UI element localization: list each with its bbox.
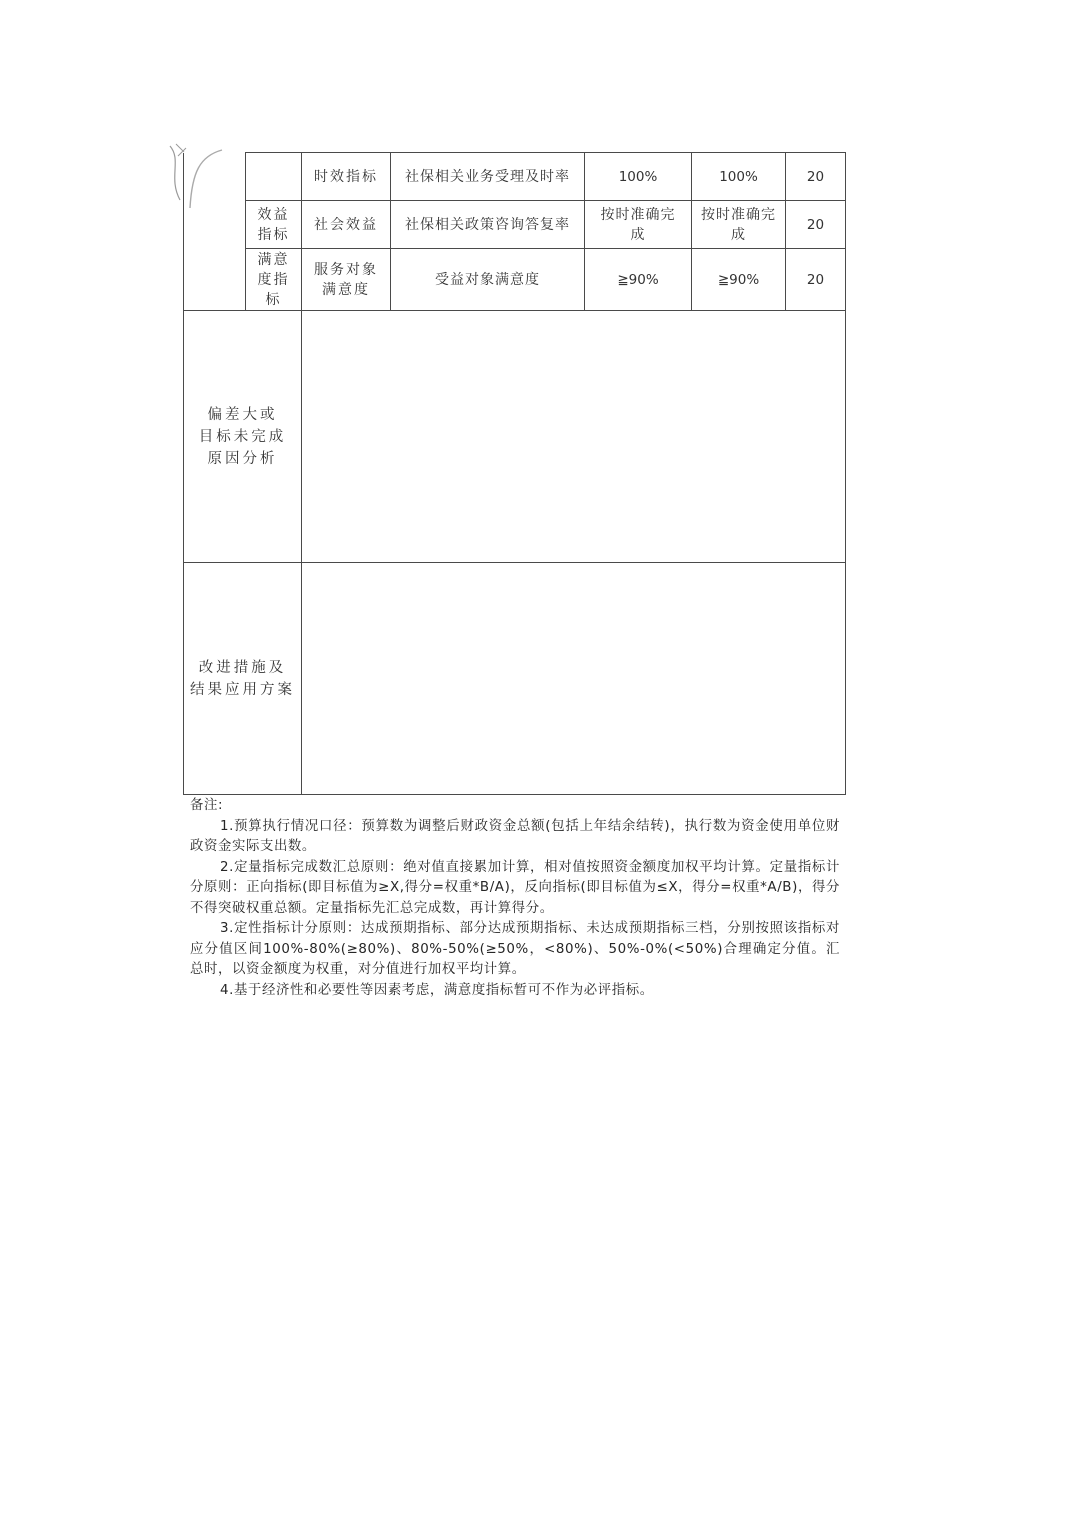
target-cell: ≧90% <box>585 249 692 311</box>
table-row <box>184 311 846 563</box>
table-row <box>184 249 846 311</box>
score-cell: 20 <box>786 249 846 311</box>
note-item: 4.基于经济性和必要性等因素考虑，满意度指标暂可不作为必评指标。 <box>220 982 654 998</box>
indicator-cell: 时效指标 <box>302 153 391 201</box>
notes-section <box>190 796 840 1001</box>
table-row <box>184 153 846 201</box>
notes-title: 备注: <box>190 798 224 813</box>
score-cell: 20 <box>786 201 846 249</box>
indicator-cell: 服务对象 满意度 <box>302 249 391 311</box>
note-item: 2.定量指标完成数汇总原则：绝对值直接累加计算，相对值按照资金额度加权平均计算。定量指标计分原则：正向指标(即目标值为≥X,得分=权重*B/A)，反向指标(即目标值为≤X，得分=权重*A/B)，得分不得突破权重总额。定量指标先汇总完成数，再计算得分。 <box>190 859 840 916</box>
actual-cell: ≧90% <box>692 249 786 311</box>
improvement-plan-label: 改进措施及 结果应用方案 <box>184 563 302 795</box>
target-cell: 100% <box>585 153 692 201</box>
note-item: 3.定性指标计分原则：达成预期指标、部分达成预期指标、未达成预期指标三档，分别按照该指标对应分值区间100%-80%(≥80%)、80%-50%(≥50%，<80%)、50%-0%(<50%)合理确定分值。汇总时，以资金额度为权重，对分值进行加权平均计算。 <box>190 921 840 977</box>
performance-table <box>183 152 846 795</box>
actual-cell: 按时准确完 成 <box>692 201 786 249</box>
score-cell: 20 <box>786 153 846 201</box>
note-item: 1.预算执行情况口径：预算数为调整后财政资金总额(包括上年结余结转)，执行数为资金使用单位财政资金实际支出数。 <box>190 818 840 854</box>
table-row <box>184 563 846 795</box>
improvement-plan-value <box>302 563 846 795</box>
category-cell: 满意 度指 标 <box>246 249 302 311</box>
target-cell: 按时准确完 成 <box>585 201 692 249</box>
deviation-analysis-value <box>302 311 846 563</box>
content-cell: 社保相关政策咨询答复率 <box>391 201 585 249</box>
category-cell: 效益 指标 <box>246 201 302 249</box>
table-row <box>184 201 846 249</box>
blank-category-cell <box>184 153 246 311</box>
category-cell <box>246 153 302 201</box>
actual-cell: 100% <box>692 153 786 201</box>
indicator-cell: 社会效益 <box>302 201 391 249</box>
content-cell: 受益对象满意度 <box>391 249 585 311</box>
content-cell: 社保相关业务受理及时率 <box>391 153 585 201</box>
deviation-analysis-label: 偏差大或 目标未完成 原因分析 <box>184 311 302 563</box>
